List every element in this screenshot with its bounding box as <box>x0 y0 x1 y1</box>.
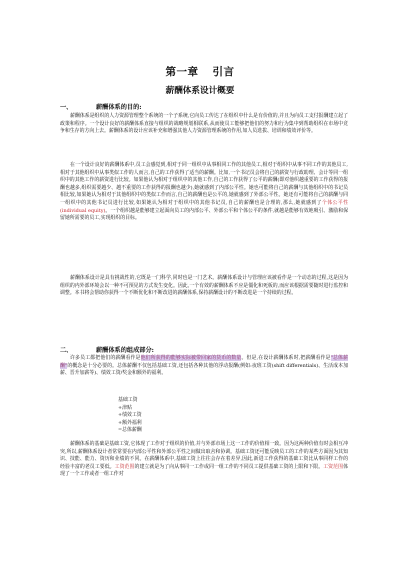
individual-equity-term: 个体公平性(individual equity) <box>60 199 348 214</box>
highlighted-text: "总体薪酬" <box>60 355 348 369</box>
list-item: +额外福利 <box>118 419 142 426</box>
paragraph-text: 。一个组织越是能够建立起面向员工的内部公平、外部公平和个体公平的条件,就越是能够有效地吸引、激励和保留她所需要的员工,实现组织的目标。 <box>60 207 348 222</box>
list-item: 基础工资 <box>118 397 138 403</box>
section-2-paragraph-1 <box>60 355 348 378</box>
section-1-title: 薪酬体系的目的: <box>96 104 142 111</box>
paragraph-text: 在一个设计良好的薪酬体系中,员工会感觉到,相对于同一组织中从事相同工作的其他员工,相对于组织中从事不同工作的其他员工,相对于其他组织中从事类似工作的人而言,自己的工作获得了适当的薪酬。比如,一个书记员会将自己的薪资与行政助理、会计等同一组织中的其他工作的薪资进行比较。如果他认为相对于组织中的其他工作,自己的工作获得了公平的薪酬(即对他织越重要的工作获得的报酬也越多,组织需要越少、越不重要的工作获得的报酬也越少),她就感到了内部公平性。她也可能将自己的薪酬与其他组织中的书记员相比较,如果她认为相对于其他组织中的类似工作而言,自己的薪酬也是公平的,她就感到了外部公平性。她还有可能将自己的薪酬与同一组织中的其他书记员进行比较,如果她认为相对于组织中的其他书记员,自己的薪酬也是合理的,那么,她就感到了 <box>60 162 348 206</box>
list-item: +绩效工资 <box>118 412 142 419</box>
section-1-paragraph-1: 薪酬体系是组织的人力资源管理整个系统的一个子系统,它向员工传达了在组织中什么是有价值的,并且为向员工支付报酬建立起了政策和程序。一个设计良好的薪酬体系直接与组织的战略规划相联系,从而使员工能够把他们的努力和行为集中到帮助组织在市场中竞争和生存的方向上去。薪酬体系的设计应该补充和增强其他人力资源管理系统的作用,如人员选拔、培训和绩效评价等。 <box>60 113 348 135</box>
section-2-paragraph-2 <box>60 441 348 479</box>
paragraph-text: 体现了一个工作或者一组工作对 <box>60 463 348 478</box>
paragraph-text: 许多员工都把他们的薪酬看作是 <box>70 355 141 361</box>
section-2-title: 薪酬体系的组成部分: <box>96 347 154 354</box>
section-1-paragraph-2 <box>60 162 348 223</box>
highlighted-text: 他们所获得的能够实际被带回家的货币的数量 <box>140 355 242 361</box>
section-2-number: 二、 <box>60 347 73 354</box>
chapter-heading <box>0 64 400 79</box>
paragraph-text: 的概念是十分必要的。总体薪酬不仅包括基础工资,还包括各种其他的浮动报酬(例如:夜班工资(shift differentials)、生活成本加薪、晋升加薪等)、绩效工资/奖金和额外的福利。 <box>60 362 349 377</box>
paragraph-text: 薪酬体系的基础是基础工资,它体现了工作对于组织的价值,并与外部市场上这一工作的价值相一致。因为这两种价值有时会相互冲突,所以,薪酬体系设计者常常要在内部公平性和外部公平性之间做出取舍和协调。基础工资还可能反映员工的工作的某些方面因为其知识、技能、能力、资历和业绩的不同。在薪酬体系中,基础工资上往往会存在着差异,因此,新进工作获得的基础工资比从事同样工作的经验丰富的老员工要低。 <box>60 441 348 470</box>
pay-components-list <box>118 397 142 435</box>
document-subtitle: 薪酬体系设计概要 <box>165 86 235 96</box>
pay-range-term: 工资范围 <box>323 463 344 470</box>
section-1-paragraph-3: 薪酬体系设计是具有挑战性的,它既是一门科学,同时也是一门艺术。薪酬体系设计与管理应该被看作是一个动态的过程,这是因为组织的内外部环境会以一种不可预见的方式发生变化。因此,一个有效的薪酬体系不应是僵化和死板的,而应该根据需要随时进行监控和调整。本书将会帮助你获得一个不断优化和不断改进的薪酬体系,保持薪酬设计的不断改进是一个持续的过程。 <box>60 275 348 297</box>
section-1-number: 一、 <box>60 104 73 111</box>
list-item: =总体薪酬 <box>118 427 142 434</box>
list-item: +津贴 <box>118 404 132 411</box>
chapter-title: 引言 <box>212 66 235 78</box>
pay-range-term: 工资范围 <box>114 463 135 470</box>
section-2-heading <box>60 345 154 354</box>
chapter-label: 第一章 <box>165 66 199 78</box>
section-1-heading <box>60 102 142 111</box>
paragraph-text: 。但是,在设计薪酬体系时,把薪酬看作是 <box>241 355 331 361</box>
paragraph-text: 的建立就是为了向从事同一工作或同一组工作的不同员工提供基础工资的上限和下限。 <box>134 463 324 470</box>
